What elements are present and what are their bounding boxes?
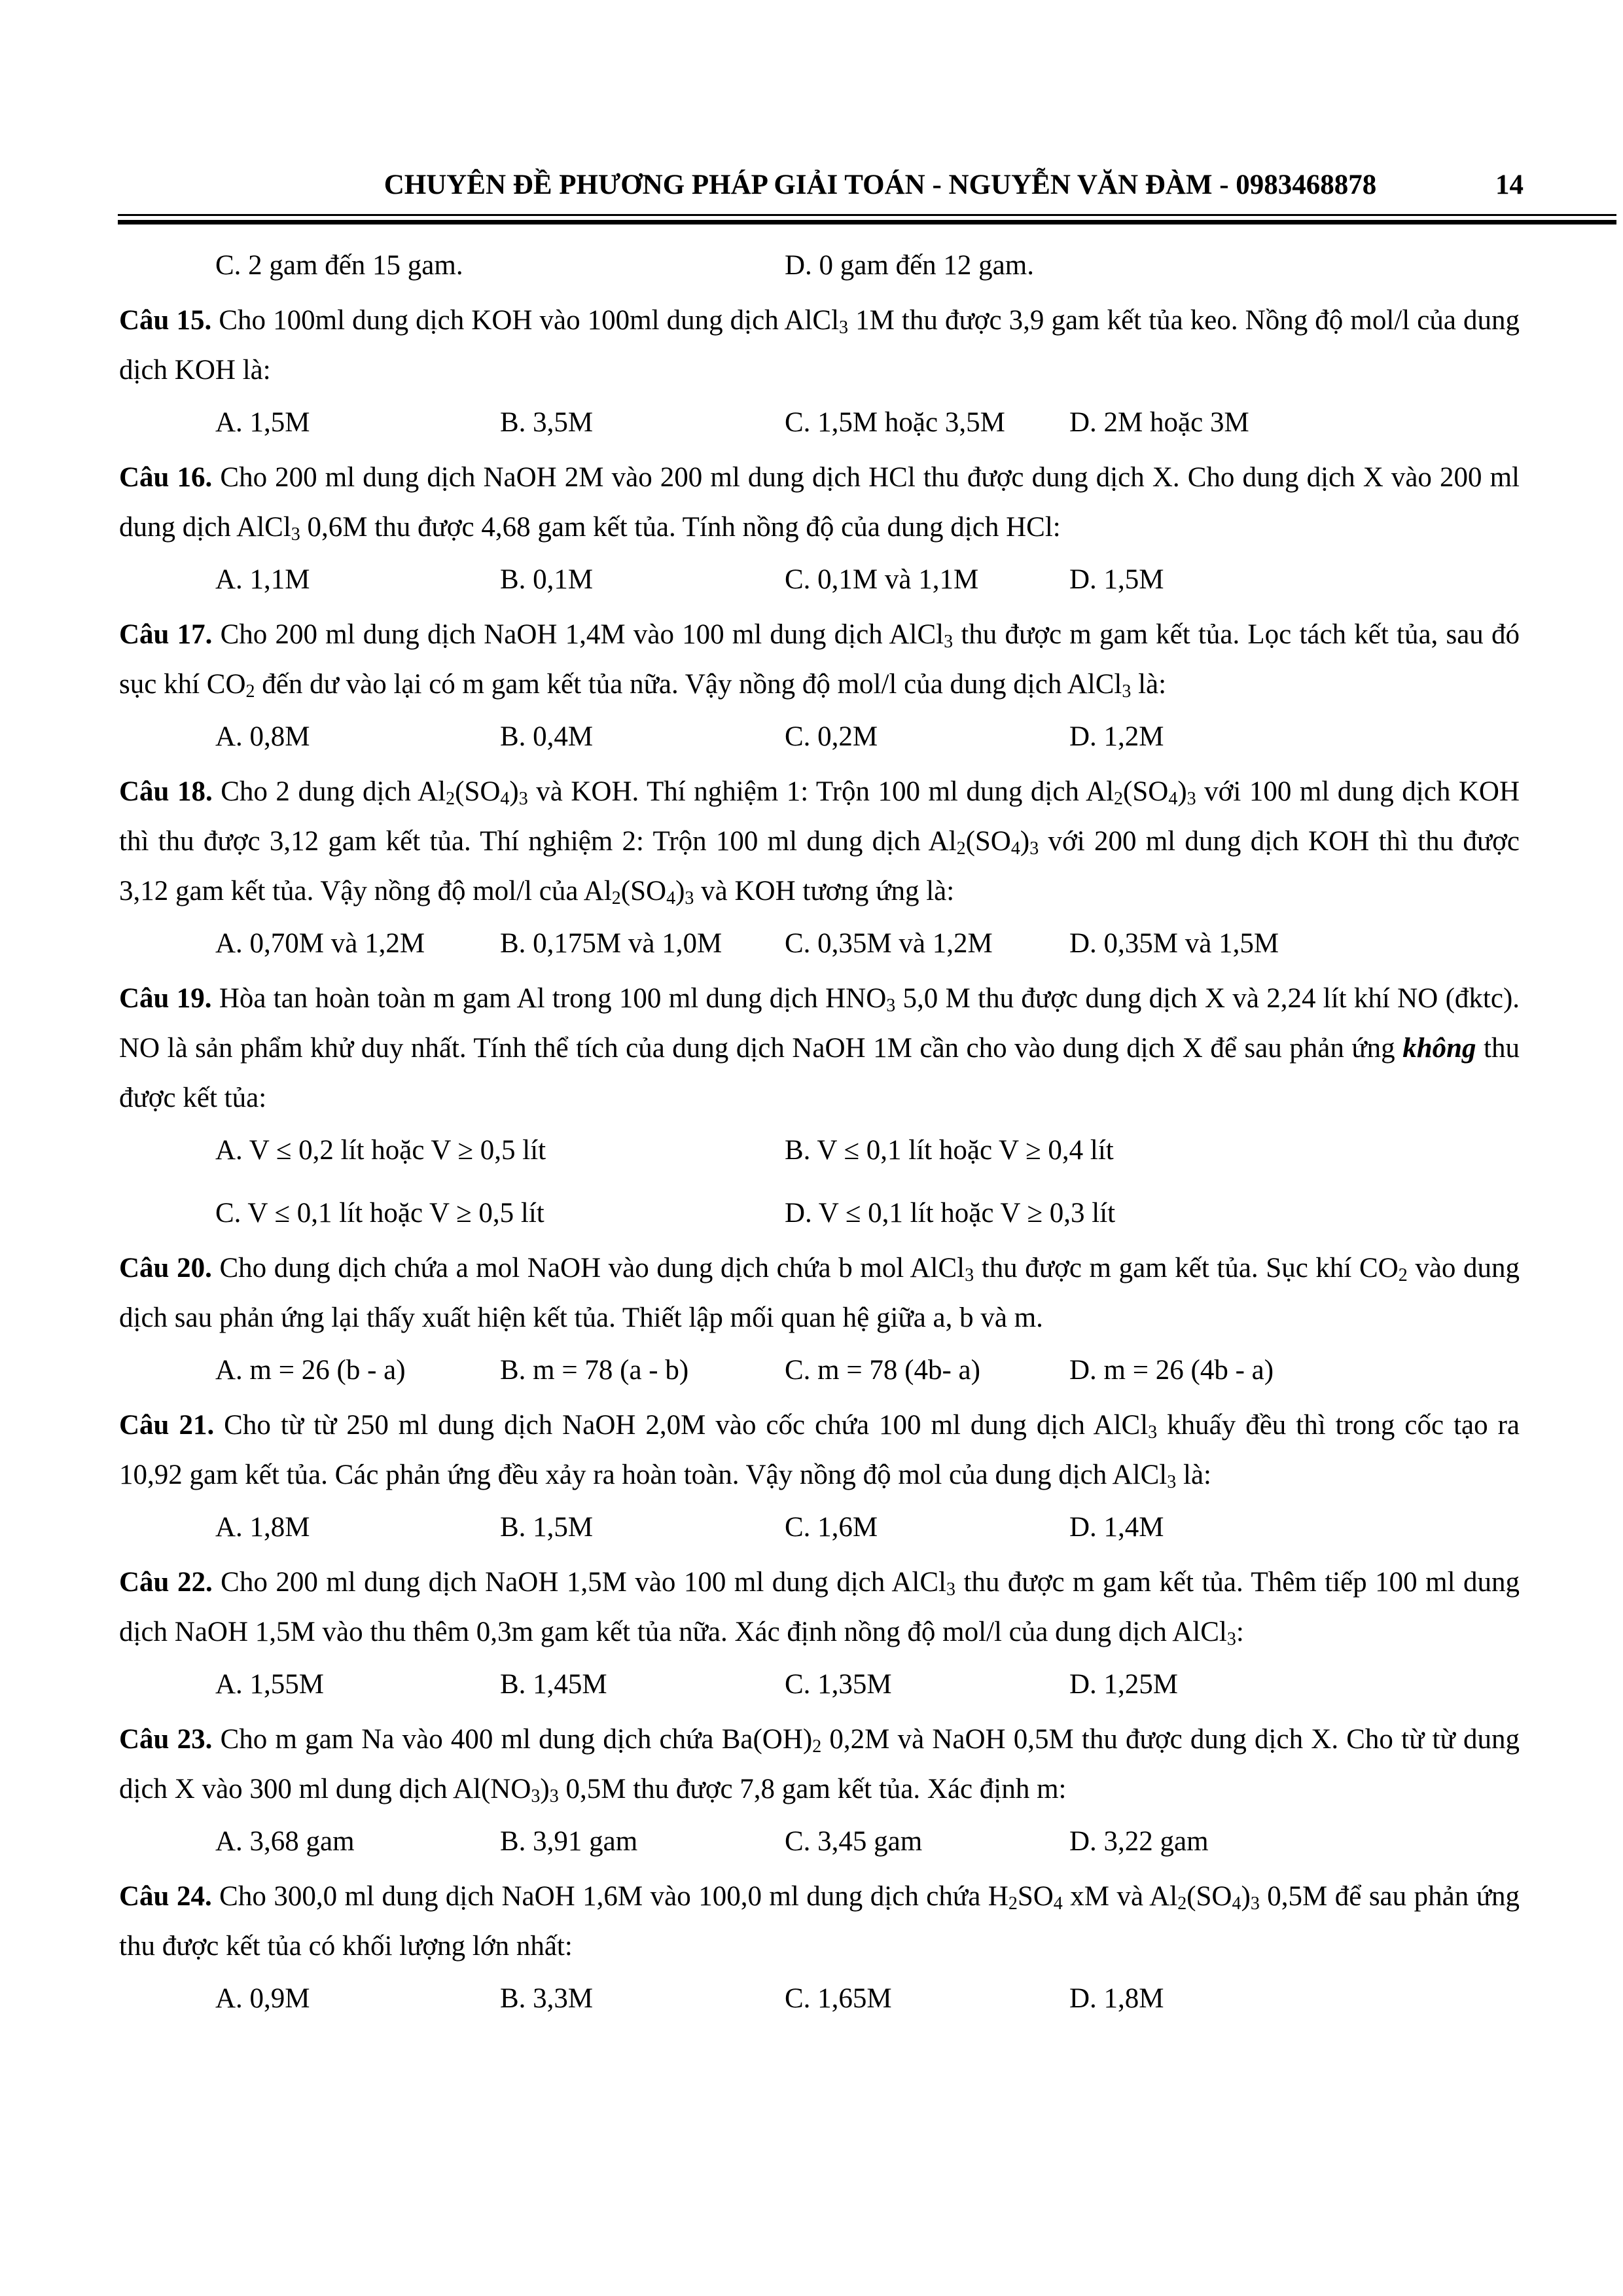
option-c: C. 0,2M [785, 721, 878, 752]
header-rule-thin [118, 214, 1616, 216]
option-c: C. 1,6M [785, 1512, 878, 1543]
option-a: A. 1,1M [215, 564, 310, 595]
question-number: Câu 23. [119, 1724, 213, 1755]
question-22-options [119, 1660, 1520, 1715]
option-b: B. 0,175M và 1,0M [500, 928, 722, 959]
question-15-options [119, 398, 1520, 453]
option-d: D. 0,35M và 1,5M [1069, 928, 1279, 959]
question-number: Câu 19. [119, 983, 212, 1014]
option-a: A. V ≤ 0,2 lít hoặc V ≥ 0,5 lít [215, 1135, 546, 1166]
question-23: Câu 23. Cho m gam Na vào 400 ml dung dịch chứa $Ba(OH)_2$ 0,2M và NaOH 0,5M thu được dung dịch X. Cho từ từ dung dịch X vào 300 ml dung dịch $Al(NO_3)_3$ 0,5M thu được 7,8 gam kết tủa. Xác định m: [119, 1724, 1520, 1806]
question-number: Câu 17. [119, 619, 213, 650]
option-b: B. m = 78 (a - b) [500, 1355, 689, 1386]
option-c: C. m = 78 (4b- a) [785, 1355, 980, 1386]
page-number: 14 [1495, 170, 1524, 200]
header-rule-thick [118, 220, 1616, 224]
question-number: Câu 21. [119, 1410, 215, 1441]
question-16: Câu 16. Cho 200 ml dung dịch NaOH 2M vào 200 ml dung dịch HCl thu được dung dịch X. Cho dung dịch X vào 200 ml dung dịch AlCl$_3$ 0,6M thu được 4,68 gam kết tủa. Tính nồng độ của dung dịch HCl: [119, 462, 1520, 545]
option-c: C. 0,35M và 1,2M [785, 928, 993, 959]
question-19-options-row-2 [119, 1189, 1520, 1244]
option-d: D. 1,5M [1069, 564, 1164, 595]
emphasis-keyword: không [1402, 1033, 1476, 1064]
option-d: D. m = 26 (4b - a) [1069, 1355, 1274, 1386]
option-b: B. 1,5M [500, 1512, 594, 1543]
question-number: Câu 22. [119, 1567, 213, 1598]
question-23-options [119, 1817, 1520, 1872]
option-a: A. 1,5M [215, 407, 310, 438]
option-b: B. V ≤ 0,1 lít hoặc V ≥ 0,4 lít [785, 1135, 1114, 1166]
option-b: B. 3,5M [500, 407, 594, 438]
question-17-options [119, 712, 1520, 767]
option-b: B. 0,1M [500, 564, 594, 595]
option-d: D. 1,25M [1069, 1669, 1179, 1700]
option-d: D. 0 gam đến 12 gam. [785, 250, 1034, 281]
option-d: D. 1,2M [1069, 721, 1164, 752]
question-number: Câu 20. [119, 1253, 212, 1283]
option-c: C. 1,65M [785, 1983, 892, 2014]
option-a: A. m = 26 (b - a) [215, 1355, 406, 1386]
question-24: Câu 24. Cho 300,0 ml dung dịch NaOH 1,6M vào 100,0 ml dung dịch chứa $H_2SO_4$ xM và $Al_2(SO_4)_3$ 0,5M để sau phản ứng thu được kết tủa có khối lượng lớn nhất: [119, 1881, 1520, 1962]
option-a: A. 0,70M và 1,2M [215, 928, 425, 959]
option-b: B. 3,91 gam [500, 1826, 638, 1857]
option-c: C. 2 gam đến 15 gam. [215, 250, 463, 281]
option-c: C. 0,1M và 1,1M [785, 564, 979, 595]
option-d: D. 1,8M [1069, 1983, 1164, 2014]
option-a: A. 0,8M [215, 721, 310, 752]
option-c: C. 3,45 gam [785, 1826, 923, 1857]
option-d: D. V ≤ 0,1 lít hoặc V ≥ 0,3 lít [785, 1198, 1116, 1229]
question-19-options-row-1 [119, 1126, 1520, 1189]
question-number: Câu 16. [119, 462, 213, 493]
option-c: C. 1,5M hoặc 3,5M [785, 407, 1005, 438]
option-a: A. 3,68 gam [215, 1826, 355, 1857]
question-19: Câu 19. Hòa tan hoàn toàn m gam Al trong 100 ml dung dịch $HNO_3$ 5,0 M thu được dung dịch X và 2,24 lít khí NO (đktc). NO là sản phẩm khử duy nhất. Tính thể tích của dung dịch NaOH 1M cần cho vào dung dịch X để sau phản ứng không thu được kết tủa: [119, 983, 1520, 1113]
question-list [119, 241, 1520, 2029]
question-number: Câu 18. [119, 776, 213, 807]
question-16-options [119, 555, 1520, 610]
option-c: C. V ≤ 0,1 lít hoặc V ≥ 0,5 lít [215, 1198, 544, 1229]
option-a: A. 0,9M [215, 1983, 310, 2014]
option-c: C. 1,35M [785, 1669, 892, 1700]
question-21-options [119, 1503, 1520, 1558]
option-b: B. 0,4M [500, 721, 594, 752]
option-d: D. 1,4M [1069, 1512, 1164, 1543]
question-18: Câu 18. Cho 2 dung dịch $Al_2(SO_4)_3$ và KOH. Thí nghiệm 1: Trộn 100 ml dung dịch $Al_2(SO_4)_3$ với 100 ml dung dịch KOH thì thu được 3,12 gam kết tủa. Thí nghiệm 2: Trộn 100 ml dung dịch $Al_2(SO_4)_3$ với 200 ml dung dịch KOH thì thu được 3,12 gam kết tủa. Vậy nồng độ mol/l của $Al_2(SO_4)_3$ và KOH tương ứng là: [119, 776, 1520, 908]
question-number: Câu 24. [119, 1881, 212, 1912]
option-b: B. 1,45M [500, 1669, 607, 1700]
option-d: D. 2M hoặc 3M [1069, 407, 1249, 438]
question-20: Câu 20. Cho dung dịch chứa a mol NaOH vào dung dịch chứa b mol AlCl$_3$ thu được m gam kết tủa. Sục khí $CO_2$ vào dung dịch sau phản ứng lại thấy xuất hiện kết tủa. Thiết lập mối quan hệ giữa a, b và m. [119, 1253, 1520, 1333]
question-number: Câu 15. [119, 305, 212, 336]
carryover-options [119, 241, 1520, 296]
option-b: B. 3,3M [500, 1983, 594, 2014]
question-24-options [119, 1974, 1520, 2029]
page-header-title: CHUYÊN ĐỀ PHƯƠNG PHÁP GIẢI TOÁN - NGUYỄN VĂN ĐÀM - 0983468878 [383, 170, 1377, 200]
question-20-options [119, 1346, 1520, 1401]
question-22: Câu 22. Cho 200 ml dung dịch NaOH 1,5M vào 100 ml dung dịch AlCl$_3$ thu được m gam kết tủa. Thêm tiếp 100 ml dung dịch NaOH 1,5M vào thu thêm 0,3m gam kết tủa nữa. Xác định nồng độ mol/l của dung dịch AlCl$_3$: [119, 1567, 1520, 1649]
option-d: D. 3,22 gam [1069, 1826, 1209, 1857]
option-a: A. 1,8M [215, 1512, 310, 1543]
question-17: Câu 17. Cho 200 ml dung dịch NaOH 1,4M vào 100 ml dung dịch AlCl$_3$ thu được m gam kết tủa. Lọc tách kết tủa, sau đó sục khí $CO_2$ đến dư vào lại có m gam kết tủa nữa. Vậy nồng độ mol/l của dung dịch AlCl$_3$ là: [119, 619, 1520, 702]
question-15: Câu 15. Cho 100ml dung dịch KOH vào 100ml dung dịch AlCl$_3$ 1M thu được 3,9 gam kết tủa keo. Nồng độ mol/l của dung dịch KOH là: [119, 305, 1520, 386]
option-a: A. 1,55M [215, 1669, 325, 1700]
question-21: Câu 21. Cho từ từ 250 ml dung dịch NaOH 2,0M vào cốc chứa 100 ml dung dịch AlCl$_3$ khuấy đều thì trong cốc tạo ra 10,92 gam kết tủa. Các phản ứng đều xảy ra hoàn toàn. Vậy nồng độ mol của dung dịch AlCl$_3$ là: [119, 1410, 1520, 1492]
question-18-options [119, 919, 1520, 974]
